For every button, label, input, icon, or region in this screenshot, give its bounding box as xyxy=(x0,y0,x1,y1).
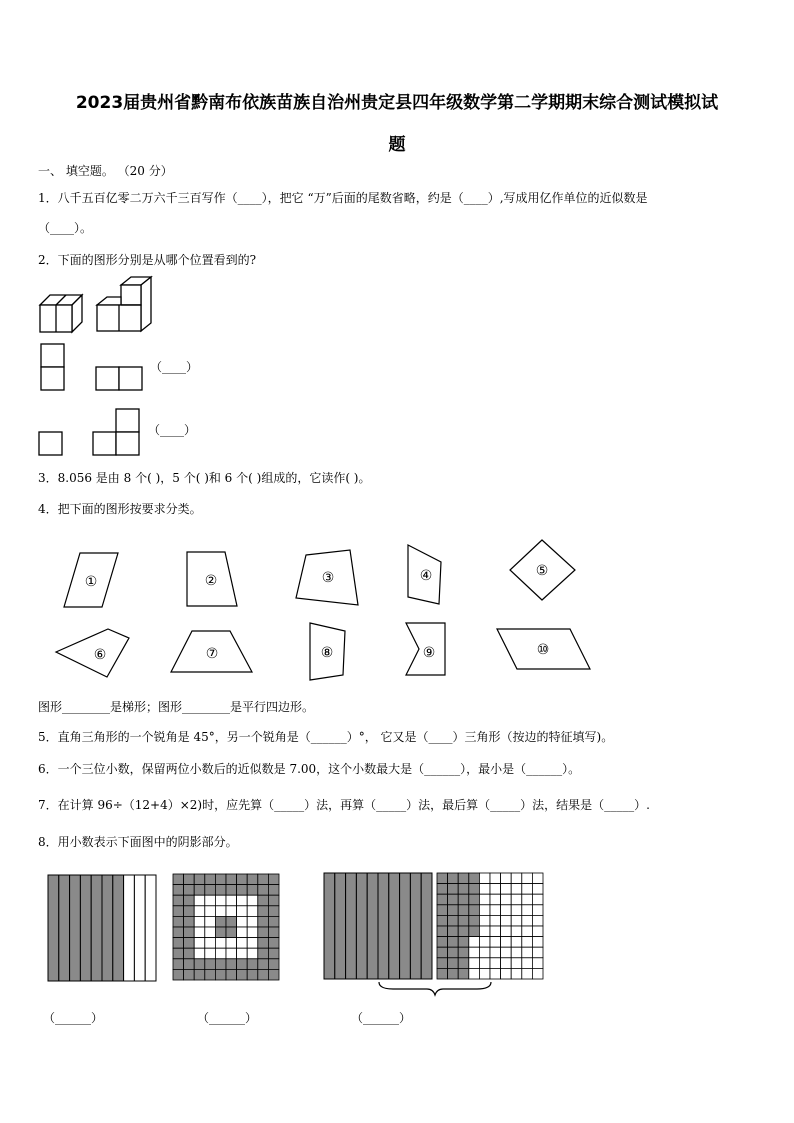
view-shape-single xyxy=(38,431,64,457)
double-grid-figure xyxy=(323,872,547,996)
question-6: 6．一个三位小数，保留两位小数后的近似数是 7.00，这个小数最大是（______），最小是（______）。 xyxy=(38,762,581,776)
shape-label-6: ⑥ xyxy=(93,647,107,663)
section-heading: 一、 填空题。 （20 分） xyxy=(38,164,173,178)
question-5: 5．直角三角形的一个锐角是 45°，另一个锐角是（______）°， 它又是（____）三角形（按边的特征填写)。 xyxy=(38,730,614,744)
shape-label-7: ⑦ xyxy=(205,646,219,662)
q8-answer-blank-3[interactable]: （______） xyxy=(351,1011,412,1025)
shape-label-1: ① xyxy=(84,574,98,590)
shape-label-10: ⑩ xyxy=(536,642,550,658)
question-2: 2．下面的图形分别是从哪个位置看到的? xyxy=(38,253,257,267)
shape-label-9: ⑨ xyxy=(422,645,436,661)
q8-answer-blank-2[interactable]: （______） xyxy=(197,1011,258,1025)
question-1-cont: （____）。 xyxy=(38,221,93,235)
view-shape-vertical xyxy=(40,343,66,391)
shape-label-3: ③ xyxy=(321,570,335,586)
shape-label-8: ⑧ xyxy=(320,645,334,661)
strip-grid-figure xyxy=(47,874,157,982)
view-shape-horizontal xyxy=(95,366,143,392)
q2-answer-blank-1[interactable]: （____） xyxy=(150,360,199,374)
view-shape-L xyxy=(92,408,140,458)
question-4-answer: 图形________是梯形；图形________是平行四边形。 xyxy=(38,700,315,714)
question-7: 7．在计算 96÷（12+4）×2)时，应先算（_____）法，再算（_____）法，最后算（_____）法，结果是（_____）. xyxy=(38,798,650,812)
page-title-cont: 题 xyxy=(388,135,406,155)
shapes-figure xyxy=(40,535,600,680)
question-1: 1．八千五百亿零二万六千三百写作（____），把它 “万”后面的尾数省略，约是（____）,写成用亿作单位的近似数是 xyxy=(38,191,648,205)
shape-6 xyxy=(56,629,129,677)
q8-answer-blank-1[interactable]: （______） xyxy=(43,1011,104,1025)
shape-label-2: ② xyxy=(204,573,218,589)
question-3: 3．8.056 是由 8 个( )，5 个( )和 6 个( )组成的，它读作( )。 xyxy=(38,471,371,485)
cube-figure-1 xyxy=(38,285,88,335)
q2-answer-blank-2[interactable]: （____） xyxy=(148,423,197,437)
cube-figure-2 xyxy=(95,275,157,335)
shape-label-5: ⑤ xyxy=(535,563,549,579)
page-title: 2023届贵州省黔南布依族苗族自治州贵定县四年级数学第二学期期末综合测试模拟试 xyxy=(75,93,719,113)
shape-label-4: ④ xyxy=(419,568,433,584)
hundred-grid-figure xyxy=(172,873,280,981)
question-8: 8．用小数表示下面图中的阴影部分。 xyxy=(38,835,238,849)
question-4: 4．把下面的图形按要求分类。 xyxy=(38,502,202,516)
